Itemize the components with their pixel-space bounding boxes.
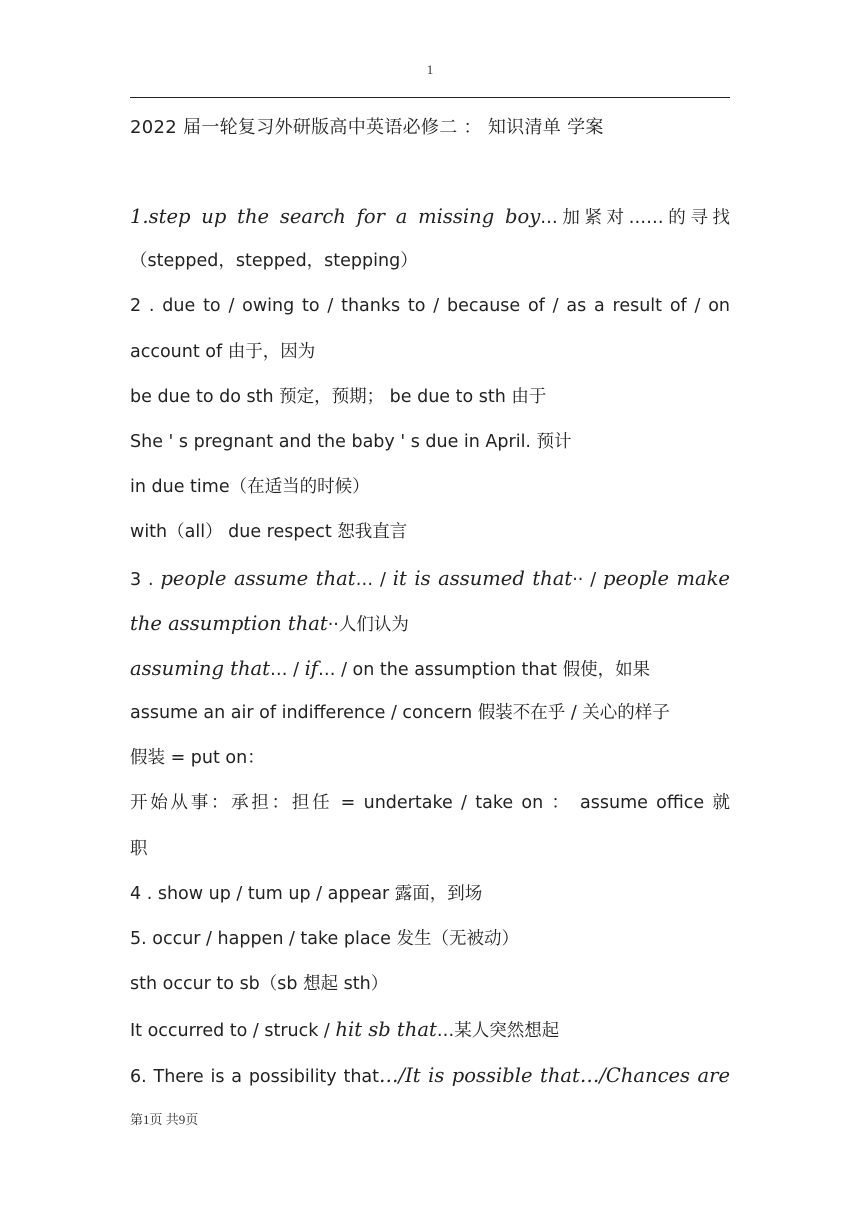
text-line — [130, 420, 730, 465]
text-segment: She ' s pregnant and the baby ' s due in April. 预计 — [130, 431, 572, 452]
handwritten-phrase: assuming that — [130, 656, 271, 680]
handwritten-phrase: it is assumed that — [392, 566, 573, 590]
text-line — [130, 917, 730, 962]
text-line — [130, 1007, 730, 1052]
header-divider — [130, 97, 730, 98]
text-segment: 2 . due to / owing to / thanks to / because of / as a result of / on — [130, 296, 730, 317]
text-segment: account of 由于，因为 — [130, 341, 316, 362]
text-line — [130, 872, 730, 917]
text-line — [130, 1053, 730, 1098]
text-line — [130, 736, 730, 781]
text-segment: 4 . show up / tum up / appear 露面，到场 — [130, 883, 483, 904]
text-segment: with（all） due respect 恕我直言 — [130, 522, 408, 543]
text-line — [130, 556, 730, 601]
text-line — [130, 827, 730, 872]
text-segment: in due time（在适当的时候） — [130, 477, 370, 498]
text-segment: … / on the assumption that 假使，如果 — [318, 659, 651, 680]
text-segment: … / — [270, 659, 305, 680]
page-number: 1 — [426, 62, 434, 77]
handwritten-phrase: people assume that — [160, 566, 356, 590]
text-line — [130, 375, 730, 420]
text-segment: sth occur to sb（sb 想起 sth） — [130, 974, 389, 995]
text-segment: …加紧对……的寻找 — [540, 208, 730, 228]
text-segment: 3 . — [130, 569, 161, 590]
handwritten-phrase: people make — [602, 566, 730, 590]
text-line — [130, 601, 730, 646]
handwritten-phrase: …/It is possible that…/Chances are — [379, 1063, 730, 1087]
text-line — [130, 194, 730, 239]
text-segment: ··人们认为 — [327, 614, 409, 635]
handwritten-phrase: the assumption that — [130, 611, 328, 635]
text-segment: …某人突然想起 — [436, 1021, 560, 1042]
text-segment: 6. There is a possibility that — [130, 1066, 380, 1087]
text-line — [130, 781, 730, 826]
text-line — [130, 962, 730, 1007]
handwritten-phrase: 1.step up the search for a missing boy — [130, 205, 541, 228]
text-line — [130, 465, 730, 510]
text-segment: 假装 = put on： — [130, 748, 265, 769]
text-segment: 开始从事：承担：担任 = undertake / take on ： assume office 就 — [130, 793, 730, 814]
handwritten-phrase: if — [304, 656, 319, 680]
text-line — [130, 691, 730, 736]
text-segment: 职 — [130, 838, 148, 859]
document-title: 2022 届一轮复习外研版高中英语必修二 ： 知识清单 学案 — [130, 117, 604, 138]
text-line — [130, 646, 730, 691]
text-segment: 5. occur / happen / take place 发生（无被动） — [130, 929, 519, 949]
text-line — [130, 510, 730, 555]
text-segment: It occurred to / struck / — [130, 1021, 336, 1042]
text-line — [130, 284, 730, 329]
text-line — [130, 330, 730, 375]
text-segment: … / — [355, 569, 393, 590]
document-body — [130, 194, 730, 1098]
text-segment: （stepped，stepped，stepping） — [130, 251, 418, 272]
handwritten-phrase: hit sb that — [335, 1018, 437, 1042]
text-segment: assume an air of indifference / concern 假装不在乎 / 关心的样子 — [130, 703, 670, 724]
text-segment: ·· / — [572, 569, 603, 590]
text-segment: be due to do sth 预定，预期； be due to sth 由于 — [130, 386, 547, 407]
page-footer: 第1页 共9页 — [130, 1112, 199, 1127]
text-line — [130, 239, 730, 284]
